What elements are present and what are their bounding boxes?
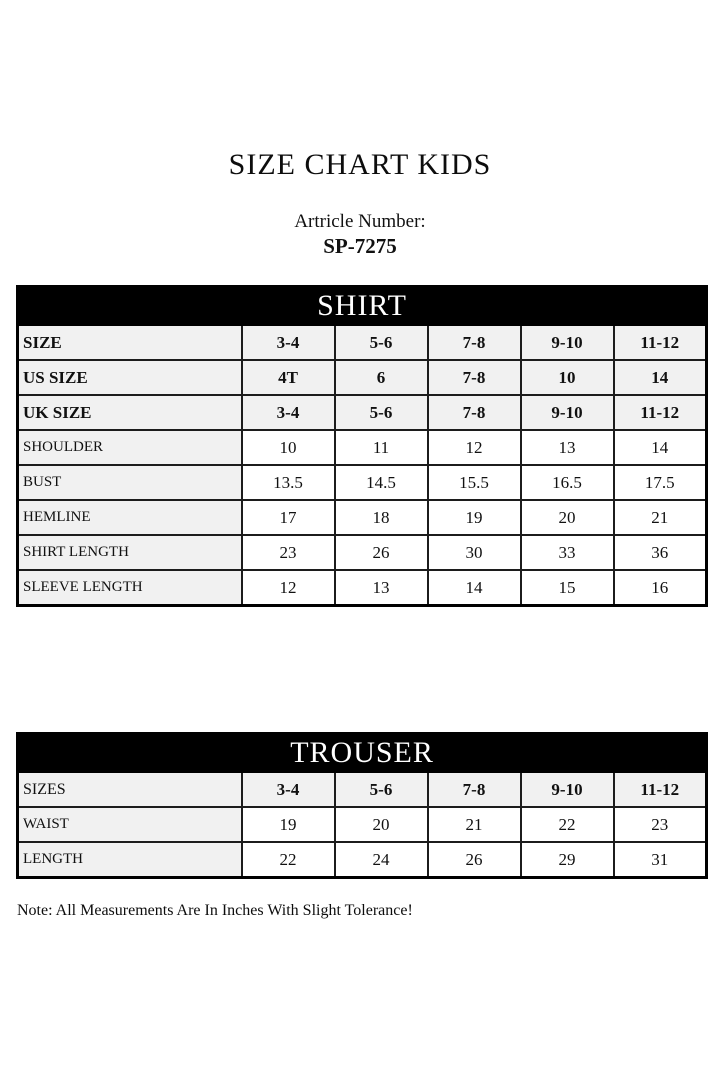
table-row <box>18 772 707 807</box>
row-value: 17 <box>242 500 335 535</box>
article-number-label: Artricle Number: <box>294 211 426 232</box>
row-value: 5-6 <box>335 325 428 360</box>
row-value: 16.5 <box>521 465 614 500</box>
row-value: 33 <box>521 535 614 570</box>
shirt-size-table <box>16 285 708 607</box>
shirt-table-body <box>18 325 707 606</box>
row-value: 26 <box>428 842 521 878</box>
row-label: LENGTH <box>18 842 242 878</box>
row-value: 11-12 <box>614 772 707 807</box>
row-value: 7-8 <box>428 395 521 430</box>
row-label: SIZES <box>18 772 242 807</box>
row-value: 10 <box>242 430 335 465</box>
row-value: 29 <box>521 842 614 878</box>
row-value: 12 <box>242 570 335 606</box>
table-row <box>18 807 707 842</box>
row-value: 15.5 <box>428 465 521 500</box>
table-row <box>18 500 707 535</box>
row-value: 14 <box>614 360 707 395</box>
row-value: 10 <box>521 360 614 395</box>
row-label: SHOULDER <box>18 430 242 465</box>
row-label: BUST <box>18 465 242 500</box>
trouser-header-row <box>18 734 707 773</box>
measurement-note: Note: All Measurements Are In Inches With Slight Tolerance! <box>17 902 413 919</box>
row-value: 7-8 <box>428 360 521 395</box>
row-value: 3-4 <box>242 325 335 360</box>
shirt-table-title: SHIRT <box>18 287 707 326</box>
row-value: 13 <box>521 430 614 465</box>
row-value: 9-10 <box>521 325 614 360</box>
row-value: 30 <box>428 535 521 570</box>
row-value: 21 <box>614 500 707 535</box>
row-label: UK SIZE <box>18 395 242 430</box>
table-row <box>18 430 707 465</box>
row-value: 3-4 <box>242 395 335 430</box>
row-value: 6 <box>335 360 428 395</box>
row-label: US SIZE <box>18 360 242 395</box>
row-value: 5-6 <box>335 395 428 430</box>
row-value: 19 <box>242 807 335 842</box>
row-label: SHIRT LENGTH <box>18 535 242 570</box>
table-row <box>18 360 707 395</box>
row-value: 13 <box>335 570 428 606</box>
table-row <box>18 570 707 606</box>
row-value: 11 <box>335 430 428 465</box>
table-row <box>18 535 707 570</box>
row-value: 14 <box>428 570 521 606</box>
row-value: 21 <box>428 807 521 842</box>
trouser-table-body <box>18 772 707 878</box>
row-value: 24 <box>335 842 428 878</box>
row-value: 26 <box>335 535 428 570</box>
row-value: 11-12 <box>614 325 707 360</box>
row-value: 7-8 <box>428 772 521 807</box>
row-value: 11-12 <box>614 395 707 430</box>
row-value: 16 <box>614 570 707 606</box>
table-row <box>18 842 707 878</box>
trouser-size-table <box>16 732 708 879</box>
row-value: 31 <box>614 842 707 878</box>
row-label: SLEEVE LENGTH <box>18 570 242 606</box>
row-value: 5-6 <box>335 772 428 807</box>
row-value: 20 <box>521 500 614 535</box>
row-value: 22 <box>242 842 335 878</box>
row-label: WAIST <box>18 807 242 842</box>
row-value: 7-8 <box>428 325 521 360</box>
row-value: 15 <box>521 570 614 606</box>
trouser-table-title: TROUSER <box>18 734 707 773</box>
row-label: SIZE <box>18 325 242 360</box>
article-number-value: SP-7275 <box>323 234 397 258</box>
row-value: 22 <box>521 807 614 842</box>
row-value: 9-10 <box>521 772 614 807</box>
row-value: 13.5 <box>242 465 335 500</box>
row-value: 4T <box>242 360 335 395</box>
row-value: 14 <box>614 430 707 465</box>
table-row <box>18 395 707 430</box>
row-value: 17.5 <box>614 465 707 500</box>
row-value: 23 <box>614 807 707 842</box>
row-value: 9-10 <box>521 395 614 430</box>
row-value: 18 <box>335 500 428 535</box>
row-value: 12 <box>428 430 521 465</box>
table-row <box>18 325 707 360</box>
row-value: 3-4 <box>242 772 335 807</box>
row-label: HEMLINE <box>18 500 242 535</box>
row-value: 20 <box>335 807 428 842</box>
page-title: SIZE CHART KIDS <box>228 148 492 181</box>
row-value: 19 <box>428 500 521 535</box>
row-value: 14.5 <box>335 465 428 500</box>
shirt-header-row <box>18 287 707 326</box>
row-value: 23 <box>242 535 335 570</box>
table-row <box>18 465 707 500</box>
row-value: 36 <box>614 535 707 570</box>
